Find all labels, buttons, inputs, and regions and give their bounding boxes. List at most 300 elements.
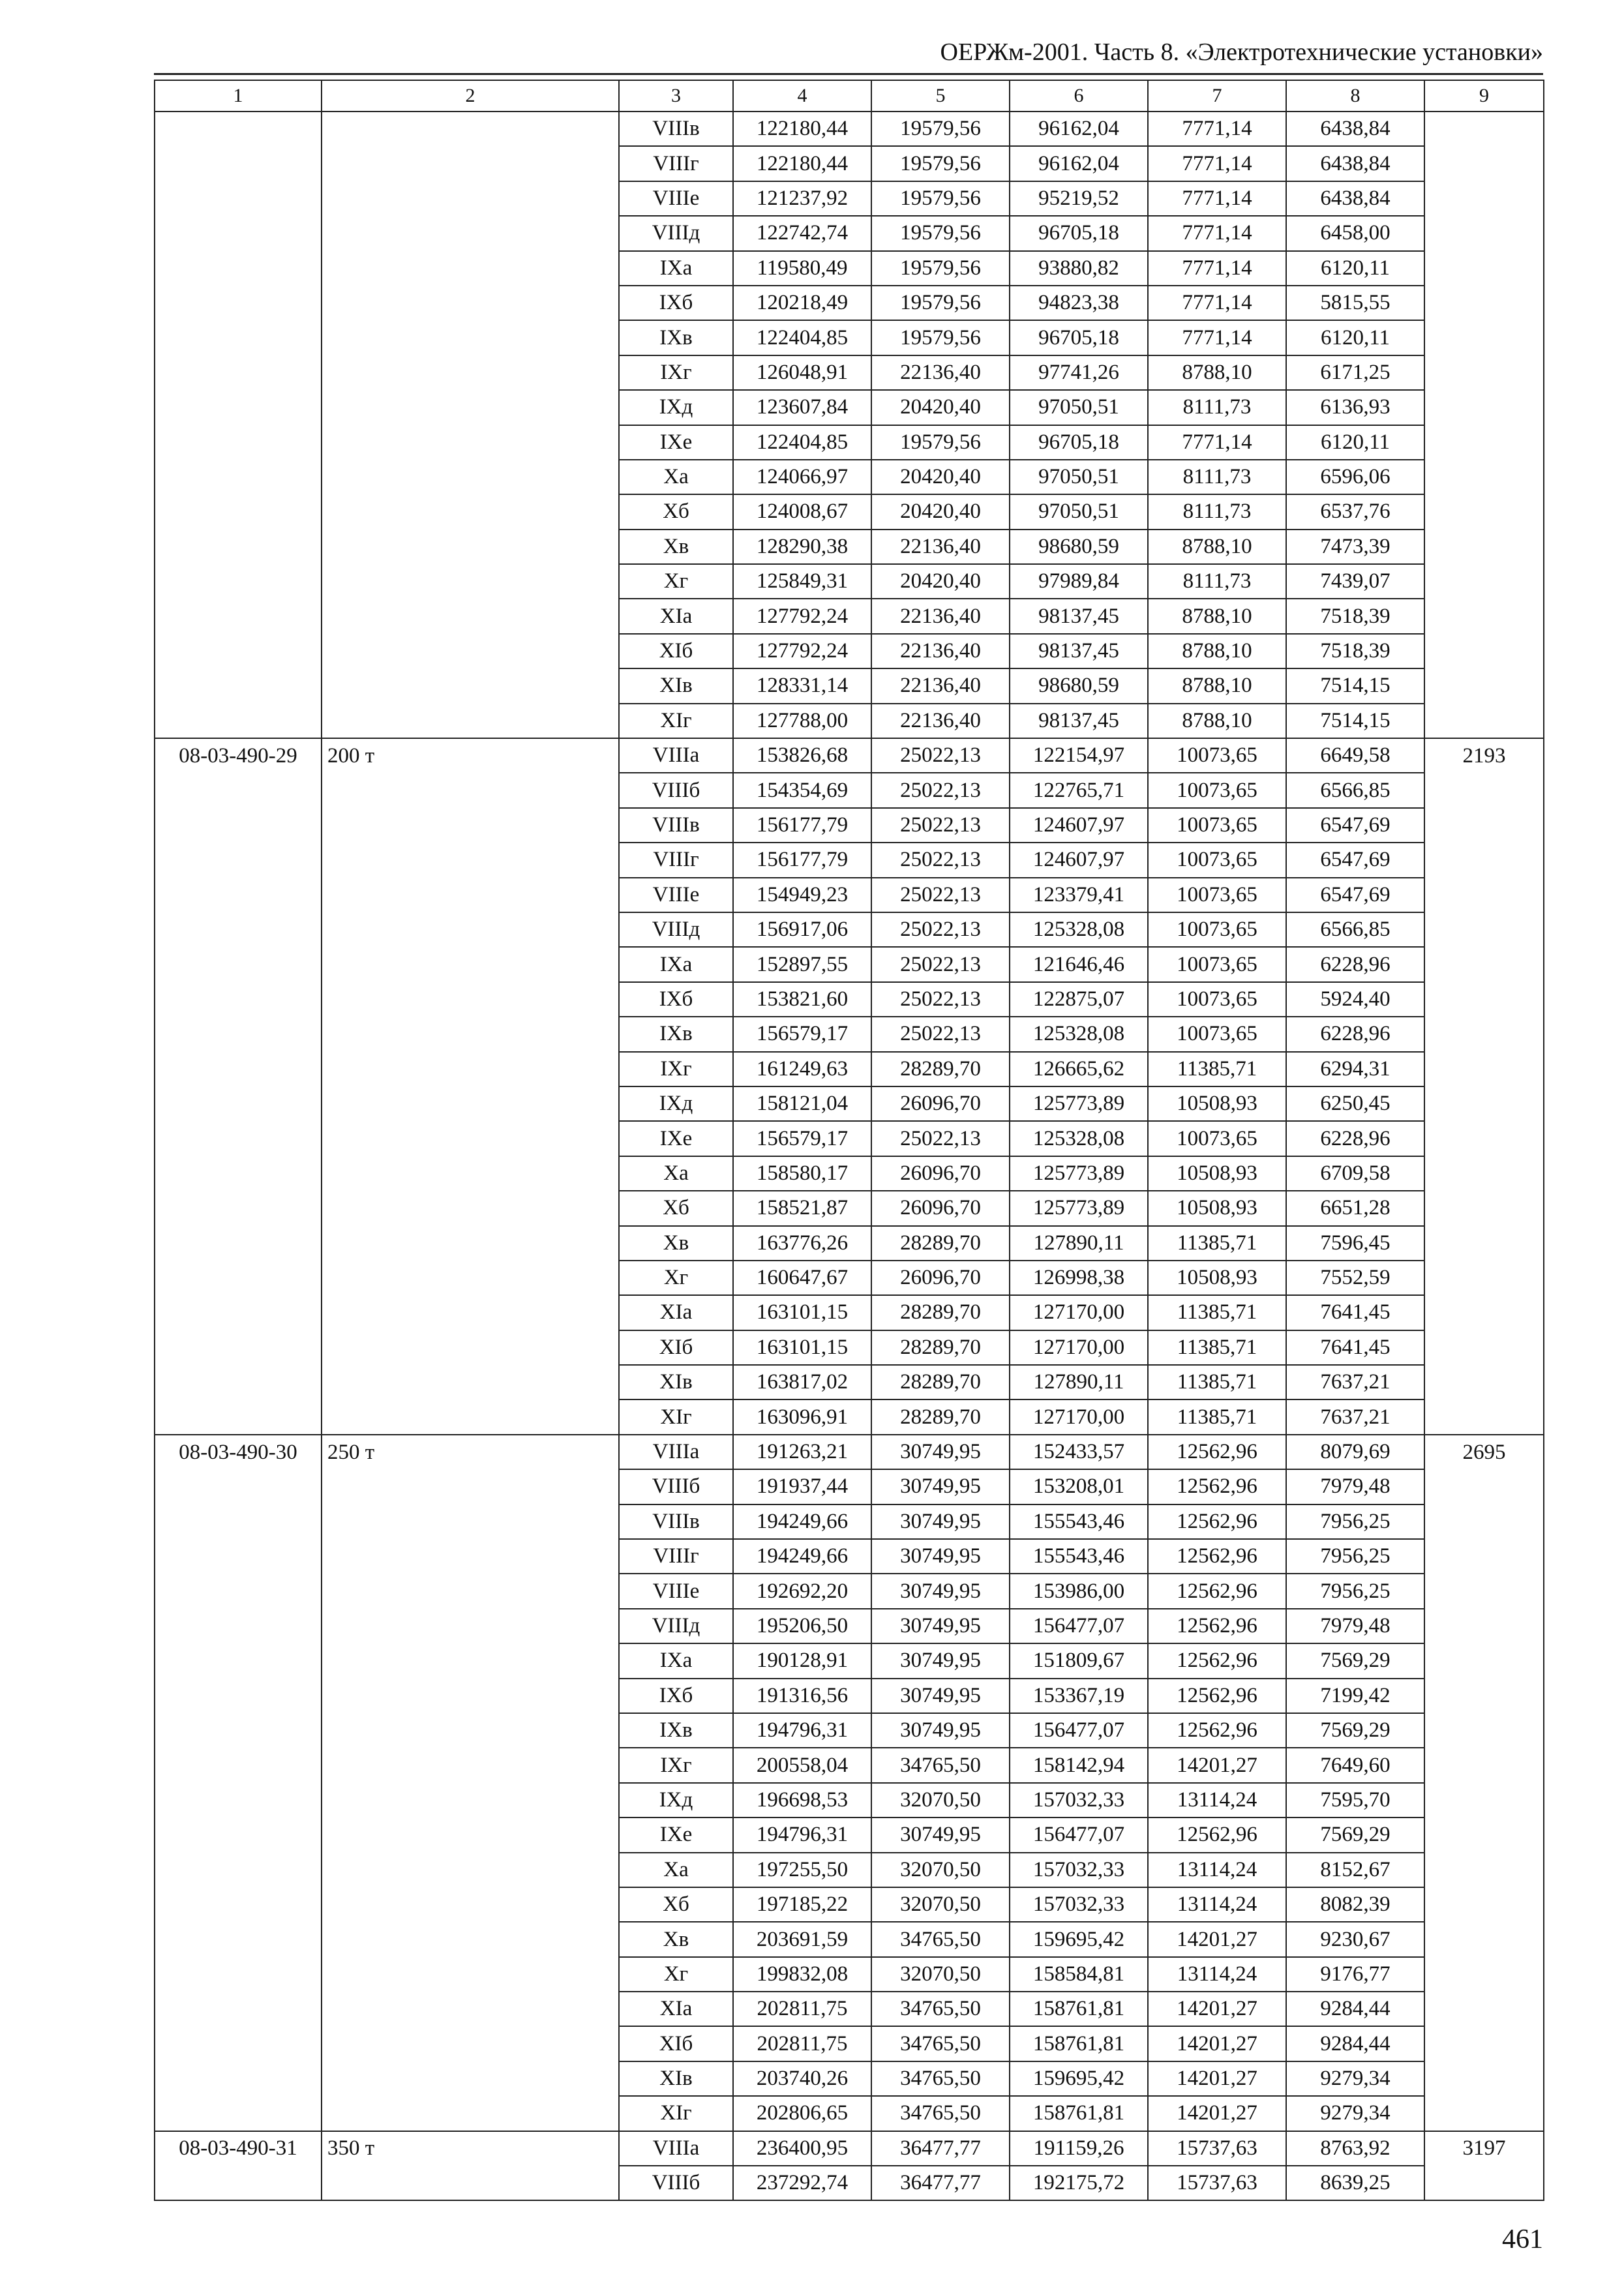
resource-name [322,1574,619,1608]
resource-name [322,878,619,912]
cost-value: 11385,71 [1148,1295,1286,1330]
cost-value: 15737,63 [1148,2166,1286,2200]
cost-value: 32070,50 [871,1783,1010,1818]
resource-code [155,634,322,668]
cost-value: 7771,14 [1148,251,1286,286]
cost-value: 6547,69 [1286,878,1424,912]
resource-code [155,1853,322,1887]
cost-value: 8152,67 [1286,1853,1424,1887]
resource-code [155,1330,322,1365]
resource-code [155,2026,322,2061]
cost-value: 10073,65 [1148,738,1286,773]
cost-value: 10508,93 [1148,1086,1286,1121]
resource-name [322,2096,619,2131]
cost-value: 25022,13 [871,947,1010,981]
cost-value: 7649,60 [1286,1748,1424,1782]
cost-value: 94823,38 [1010,286,1148,320]
cost-value: 10073,65 [1148,912,1286,947]
zone-code: VIIIв [619,1504,733,1539]
column-9-value [1424,2061,1544,2096]
table-row [155,112,1544,146]
cost-value: 7641,45 [1286,1330,1424,1365]
column-9-value [1424,1121,1544,1156]
cost-value: 34765,50 [871,1992,1010,2026]
cost-value: 7956,25 [1286,1574,1424,1608]
cost-value: 153367,19 [1010,1679,1148,1713]
resource-code [155,878,322,912]
column-9-value [1424,320,1544,355]
cost-value: 8639,25 [1286,2166,1424,2200]
table-row [155,1783,1544,1818]
resource-name [322,564,619,599]
cost-value: 119580,49 [733,251,871,286]
resource-code [155,1643,322,1678]
zone-code: Xб [619,1887,733,1922]
cost-value: 7956,25 [1286,1504,1424,1539]
cost-value: 154354,69 [733,773,871,807]
table-row [155,2061,1544,2096]
zone-code: VIIIд [619,1609,733,1643]
table-row [155,460,1544,494]
column-9-value [1424,1399,1544,1434]
cost-value: 11385,71 [1148,1226,1286,1261]
cost-value: 6136,93 [1286,390,1424,425]
cost-value: 191159,26 [1010,2131,1148,2166]
resource-code: 08-03-490-30 [155,1435,322,1469]
cost-value: 12562,96 [1148,1818,1286,1852]
cost-value: 158584,81 [1010,1957,1148,1992]
zone-code: Xв [619,1226,733,1261]
cost-value: 127788,00 [733,704,871,738]
zone-code: Xв [619,530,733,564]
zone-code: XIв [619,1365,733,1399]
cost-value: 28289,70 [871,1330,1010,1365]
table-row [155,1853,1544,1887]
resource-code [155,2061,322,2096]
resource-code [155,1992,322,2026]
table-row [155,1713,1544,1748]
cost-value: 9279,34 [1286,2061,1424,2096]
resource-code [155,1261,322,1295]
zone-code: XIа [619,1295,733,1330]
cost-value: 6566,85 [1286,773,1424,807]
resource-name [322,1261,619,1295]
cost-value: 127792,24 [733,634,871,668]
resource-name [322,181,619,216]
resource-code [155,1191,322,1225]
table-row [155,1330,1544,1365]
column-9-value [1424,947,1544,981]
resource-name [322,1504,619,1539]
cost-value: 7199,42 [1286,1679,1424,1713]
cost-value: 19579,56 [871,146,1010,181]
cost-value: 125328,08 [1010,1121,1148,1156]
header-rule [154,73,1543,75]
zone-code: XIа [619,599,733,633]
zone-code: IXа [619,1643,733,1678]
column-9-value [1424,216,1544,250]
cost-value: 30749,95 [871,1713,1010,1748]
resource-name [322,668,619,703]
zone-code: IXб [619,1679,733,1713]
cost-value: 6228,96 [1286,1017,1424,1051]
cost-value: 195206,50 [733,1609,871,1643]
resource-name [322,530,619,564]
column-9-value [1424,494,1544,529]
table-row [155,947,1544,981]
cost-value: 30749,95 [871,1818,1010,1852]
cost-value: 7641,45 [1286,1295,1424,1330]
cost-value: 7771,14 [1148,112,1286,146]
column-9-value [1424,251,1544,286]
cost-value: 122404,85 [733,320,871,355]
cost-value: 95219,52 [1010,181,1148,216]
cost-value: 11385,71 [1148,1052,1286,1086]
zone-code: XIг [619,1399,733,1434]
resource-code [155,1469,322,1504]
cost-value: 8788,10 [1148,668,1286,703]
zone-code: VIIIа [619,2131,733,2166]
resource-name [322,704,619,738]
cost-value: 125773,89 [1010,1156,1148,1191]
cost-value: 6438,84 [1286,112,1424,146]
resource-code [155,1748,322,1782]
resource-name [322,2166,619,2200]
cost-value: 6228,96 [1286,947,1424,981]
resource-code [155,251,322,286]
cost-value: 26096,70 [871,1156,1010,1191]
cost-value: 163096,91 [733,1399,871,1434]
cost-value: 14201,27 [1148,2061,1286,2096]
resource-code [155,1295,322,1330]
zone-code: IXе [619,425,733,460]
column-9-value [1424,1504,1544,1539]
cost-value: 7956,25 [1286,1539,1424,1574]
column-9-value [1424,1713,1544,1748]
resource-name [322,1679,619,1713]
cost-value: 30749,95 [871,1643,1010,1678]
cost-value: 190128,91 [733,1643,871,1678]
zone-code: XIб [619,634,733,668]
price-table [154,80,1544,2201]
table-row [155,1086,1544,1121]
resource-code [155,286,322,320]
resource-name [322,1469,619,1504]
cost-value: 122742,74 [733,216,871,250]
resource-name [322,1992,619,2026]
cost-value: 8788,10 [1148,634,1286,668]
cost-value: 6120,11 [1286,251,1424,286]
table-row [155,1992,1544,2026]
resource-code [155,599,322,633]
cost-value: 8111,73 [1148,390,1286,425]
cost-value: 154949,23 [733,878,871,912]
table-row [155,808,1544,843]
column-number: 6 [1010,80,1148,112]
resource-name [322,599,619,633]
cost-value: 7771,14 [1148,286,1286,320]
resource-name [322,2026,619,2061]
zone-code: Xа [619,1853,733,1887]
cost-value: 6228,96 [1286,1121,1424,1156]
table-row [155,634,1544,668]
cost-value: 152433,57 [1010,1435,1148,1469]
resource-name [322,355,619,390]
zone-code: IXв [619,1017,733,1051]
cost-value: 30749,95 [871,1539,1010,1574]
resource-code [155,2166,322,2200]
column-number: 2 [322,80,619,112]
cost-value: 6709,58 [1286,1156,1424,1191]
cost-value: 98137,45 [1010,704,1148,738]
cost-value: 25022,13 [871,912,1010,947]
column-9-value [1424,2166,1544,2200]
cost-value: 127170,00 [1010,1399,1148,1434]
cost-value: 6458,00 [1286,216,1424,250]
resource-name: 250 т [322,1435,619,1469]
cost-value: 6649,58 [1286,738,1424,773]
column-9-value: 2695 [1424,1435,1544,1469]
column-9-value [1424,1365,1544,1399]
cost-value: 7569,29 [1286,1713,1424,1748]
resource-name [322,1226,619,1261]
table-row [155,1922,1544,1956]
resource-code [155,1609,322,1643]
resource-name [322,1643,619,1678]
column-9-value [1424,1017,1544,1051]
cost-value: 128290,38 [733,530,871,564]
table-row [155,2166,1544,2200]
resource-code [155,2096,322,2131]
column-9-value [1424,2026,1544,2061]
cost-value: 20420,40 [871,494,1010,529]
cost-value: 6438,84 [1286,146,1424,181]
column-9-value [1424,634,1544,668]
resource-name [322,1295,619,1330]
cost-value: 197255,50 [733,1853,871,1887]
cost-value: 97050,51 [1010,390,1148,425]
table-row [155,1469,1544,1504]
cost-value: 98137,45 [1010,634,1148,668]
zone-code: VIIIг [619,1539,733,1574]
column-9-value [1424,1226,1544,1261]
resource-name [322,1086,619,1121]
resource-code [155,181,322,216]
table-row [155,878,1544,912]
zone-code: Xб [619,494,733,529]
cost-value: 96705,18 [1010,425,1148,460]
zone-code: Xг [619,1957,733,1992]
cost-value: 153986,00 [1010,1574,1148,1608]
resource-name [322,1887,619,1922]
zone-code: Xг [619,1261,733,1295]
cost-value: 34765,50 [871,2061,1010,2096]
cost-value: 34765,50 [871,2026,1010,2061]
column-9-value [1424,1609,1544,1643]
table-row [155,1887,1544,1922]
cost-value: 25022,13 [871,1121,1010,1156]
cost-value: 22136,40 [871,634,1010,668]
cost-value: 122404,85 [733,425,871,460]
column-9-value: 2193 [1424,738,1544,773]
cost-value: 10073,65 [1148,878,1286,912]
cost-value: 6120,11 [1286,425,1424,460]
cost-value: 6566,85 [1286,912,1424,947]
resource-name [322,1818,619,1852]
zone-code: XIг [619,2096,733,2131]
cost-value: 12562,96 [1148,1469,1286,1504]
zone-code: VIIIг [619,843,733,877]
resource-code [155,982,322,1017]
zone-code: IXа [619,947,733,981]
cost-value: 10073,65 [1148,1121,1286,1156]
column-number-row [155,80,1544,112]
cost-value: 194796,31 [733,1818,871,1852]
cost-value: 13114,24 [1148,1887,1286,1922]
resource-code [155,773,322,807]
cost-value: 152897,55 [733,947,871,981]
cost-value: 7514,15 [1286,704,1424,738]
table-row [155,1957,1544,1992]
cost-value: 122180,44 [733,146,871,181]
resource-code [155,947,322,981]
cost-value: 30749,95 [871,1469,1010,1504]
zone-code: XIа [619,1992,733,2026]
column-9-value [1424,773,1544,807]
cost-value: 163817,02 [733,1365,871,1399]
column-9-value [1424,843,1544,877]
resource-name [322,1922,619,1956]
column-number: 1 [155,80,322,112]
cost-value: 121237,92 [733,181,871,216]
column-9-value [1424,1887,1544,1922]
table-row [155,1017,1544,1051]
cost-value: 125773,89 [1010,1191,1148,1225]
cost-value: 98680,59 [1010,530,1148,564]
cost-value: 151809,67 [1010,1643,1148,1678]
resource-code [155,1121,322,1156]
cost-value: 126665,62 [1010,1052,1148,1086]
resource-code [155,320,322,355]
cost-value: 120218,49 [733,286,871,320]
cost-value: 8111,73 [1148,460,1286,494]
cost-value: 7771,14 [1148,146,1286,181]
cost-value: 7637,21 [1286,1365,1424,1399]
zone-code: Xб [619,1191,733,1225]
resource-name [322,320,619,355]
cost-value: 26096,70 [871,1191,1010,1225]
column-9-value [1424,1469,1544,1504]
cost-value: 22136,40 [871,530,1010,564]
cost-value: 10508,93 [1148,1261,1286,1295]
table-row [155,1574,1544,1608]
column-9-value [1424,1295,1544,1330]
resource-name [322,1957,619,1992]
cost-value: 12562,96 [1148,1435,1286,1469]
resource-name [322,1191,619,1225]
cost-value: 163101,15 [733,1330,871,1365]
cost-value: 6547,69 [1286,808,1424,843]
cost-value: 125849,31 [733,564,871,599]
column-9-value [1424,1539,1544,1574]
cost-value: 10073,65 [1148,773,1286,807]
cost-value: 22136,40 [871,668,1010,703]
table-row [155,982,1544,1017]
cost-value: 98137,45 [1010,599,1148,633]
zone-code: IXг [619,1052,733,1086]
cost-value: 10508,93 [1148,1191,1286,1225]
cost-value: 5815,55 [1286,286,1424,320]
column-number: 7 [1148,80,1286,112]
cost-value: 156917,06 [733,912,871,947]
cost-value: 127170,00 [1010,1330,1148,1365]
cost-value: 191316,56 [733,1679,871,1713]
cost-value: 192692,20 [733,1574,871,1608]
zone-code: VIIIд [619,912,733,947]
column-9-value [1424,1748,1544,1782]
zone-code: VIIIе [619,1574,733,1608]
cost-value: 11385,71 [1148,1330,1286,1365]
zone-code: VIIIе [619,181,733,216]
cost-value: 25022,13 [871,738,1010,773]
resource-code [155,1226,322,1261]
page-number: 461 [1502,2224,1543,2254]
cost-value: 13114,24 [1148,1783,1286,1818]
table-row [155,1121,1544,1156]
cost-value: 156579,17 [733,1121,871,1156]
cost-value: 8082,39 [1286,1887,1424,1922]
table-row [155,1818,1544,1852]
resource-code [155,564,322,599]
cost-value: 7595,70 [1286,1783,1424,1818]
cost-value: 19579,56 [871,320,1010,355]
table-row [155,599,1544,633]
cost-value: 128331,14 [733,668,871,703]
cost-value: 19579,56 [871,216,1010,250]
cost-value: 159695,42 [1010,2061,1148,2096]
cost-value: 6547,69 [1286,843,1424,877]
cost-value: 156477,07 [1010,1713,1148,1748]
resource-name [322,494,619,529]
cost-value: 97050,51 [1010,460,1148,494]
cost-value: 97741,26 [1010,355,1148,390]
column-number: 4 [733,80,871,112]
cost-value: 12562,96 [1148,1643,1286,1678]
cost-value: 7552,59 [1286,1261,1424,1295]
resource-code [155,1922,322,1956]
cost-value: 203691,59 [733,1922,871,1956]
cost-value: 158761,81 [1010,2026,1148,2061]
cost-value: 14201,27 [1148,2096,1286,2131]
cost-value: 126048,91 [733,355,871,390]
column-9-value [1424,1992,1544,2026]
table-row [155,146,1544,181]
resource-code [155,1156,322,1191]
cost-value: 7771,14 [1148,320,1286,355]
resource-name [322,808,619,843]
cost-value: 123379,41 [1010,878,1148,912]
resource-code [155,530,322,564]
cost-value: 19579,56 [871,425,1010,460]
cost-value: 20420,40 [871,564,1010,599]
cost-value: 122875,07 [1010,982,1148,1017]
cost-value: 10073,65 [1148,947,1286,981]
cost-value: 8788,10 [1148,599,1286,633]
cost-value: 30749,95 [871,1679,1010,1713]
cost-value: 7771,14 [1148,216,1286,250]
cost-value: 124607,97 [1010,808,1148,843]
cost-value: 202811,75 [733,1992,871,2026]
